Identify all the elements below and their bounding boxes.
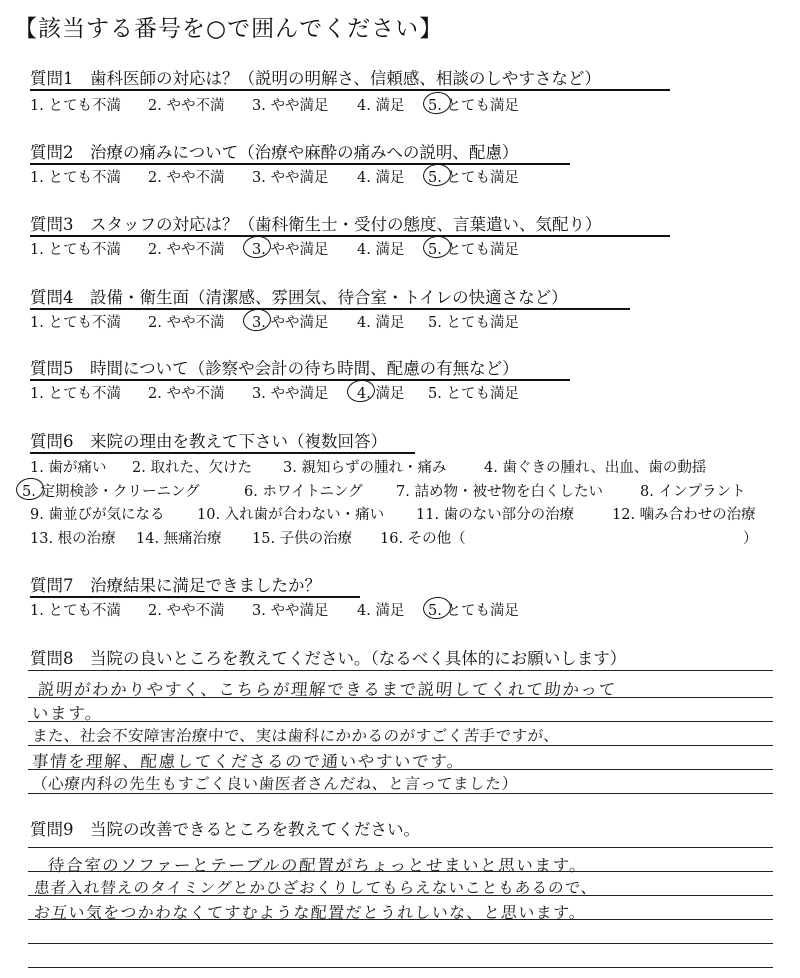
q7-option-5[interactable]: 5. とても満足 [428,603,519,619]
q5-option-5[interactable]: 5. とても満足 [428,386,519,402]
q1-option-1[interactable]: 1. とても不満 [30,98,121,114]
q2-option-4[interactable]: 4. 満足 [357,170,405,186]
q9-rule-1 [28,847,773,848]
q7-option-1[interactable]: 1. とても不満 [30,603,121,619]
q6-option-5[interactable]: 5. 定期検診・クリーニング [22,484,200,500]
q6-option-15[interactable]: 15. 子供の治療 [252,531,353,547]
q8-answer-line-2: います。 [31,704,104,723]
question-8-heading: 質問8 当院の良いところを教えてください。（なるべく具体的にお願いします） [30,649,627,668]
q2-option-3[interactable]: 3. やや満足 [252,170,329,186]
q1-option-3[interactable]: 3. やや満足 [252,98,329,114]
q8-answer-line-3: また、社会不安障害治療中で、実は歯科にかかるのがすごく苦手ですが、 [31,727,561,745]
q8-rule-3 [28,721,773,722]
q4-option-5[interactable]: 5. とても満足 [428,315,519,331]
q2-option-2[interactable]: 2. やや不満 [148,170,225,186]
question-2-underline [30,163,570,165]
q4-option-2[interactable]: 2. やや不満 [148,315,225,331]
q5-option-4[interactable]: 4. 満足 [357,386,405,402]
q3-option-2[interactable]: 2. やや不満 [148,242,225,258]
q6-option-8[interactable]: 8. インプラント [640,484,746,500]
q3-option-5[interactable]: 5. とても満足 [428,242,519,258]
question-1-underline [30,89,670,91]
question-2-heading: 質問2 治療の痛みについて（治療や麻酔の痛みへの説明、配慮） [30,143,519,162]
q8-answer-line-4: 事情を理解、配慮してくださるので通いやすいです。 [31,752,466,771]
q2-option-1[interactable]: 1. とても不満 [30,170,121,186]
question-9-heading: 質問9 当院の改善できるところを教えてください。 [30,820,420,839]
q1-option-4[interactable]: 4. 満足 [357,98,405,114]
question-7-heading: 質問7 治療結果に満足できましたか？ [30,576,321,595]
q9-rule-5 [28,943,773,944]
q6-option-1[interactable]: 1. 歯が痛い [30,460,107,476]
q8-rule-1 [28,670,773,671]
q7-option-2[interactable]: 2. やや不満 [148,603,225,619]
q6-option-7[interactable]: 7. 詰め物・被せ物を白くしたい [396,484,603,500]
question-1-heading: 質問1 歯科医師の対応は？（説明の明解さ、信頼感、相談のしやすさなど） [30,69,601,88]
q7-option-3[interactable]: 3. やや満足 [252,603,329,619]
q1-option-5[interactable]: 5. とても満足 [428,98,519,114]
q8-answer-line-1: 説明がわかりやすく、こちらが理解できるまで説明してくれて助かって [37,680,618,699]
q3-option-3[interactable]: 3. やや満足 [252,242,329,258]
q6-option-10[interactable]: 10. 入れ歯が合わない・痛い [197,507,385,523]
q4-option-4[interactable]: 4. 満足 [357,315,405,331]
q6-option-13[interactable]: 13. 根の治療 [30,531,116,547]
q3-option-4[interactable]: 4. 満足 [357,242,405,258]
q9-answer-line-3: お互い気をつかわなくてすむような配置だとうれしいな、と思います。 [33,903,587,922]
q6-option-6[interactable]: 6. ホワイトニング [244,484,363,500]
q1-option-2[interactable]: 2. やや不満 [148,98,225,114]
q5-option-2[interactable]: 2. やや不満 [148,386,225,402]
q8-answer-line-5: （心療内科の先生もすごく良い歯医者さんだね、と言ってました） [31,775,519,793]
question-5-heading: 質問5 時間について（診察や会計の待ち時間、配慮の有無など） [30,359,519,378]
q6-option-3[interactable]: 3. 親知らずの腫れ・痛み [283,460,447,476]
q6-option-4[interactable]: 4. 歯ぐきの腫れ、出血、歯の動揺 [484,460,707,476]
question-5-underline [30,379,570,381]
q6-option-12[interactable]: 12. 噛み合わせの治療 [612,507,756,523]
q6-option-14[interactable]: 14. 無痛治療 [136,531,222,547]
q9-answer-line-1: 待合室のソファーとテーブルの配置がちょっとせまいと思います。 [47,856,589,875]
q4-option-1[interactable]: 1. とても不満 [30,315,121,331]
question-4-underline [30,308,630,310]
question-6-underline [30,452,415,454]
question-4-heading: 質問4 設備・衛生面（清潔感、雰囲気、待合室・トイレの快適さなど） [30,288,568,307]
q6-option-9[interactable]: 9. 歯並びが気になる [30,507,165,523]
q7-option-4[interactable]: 4. 満足 [357,603,405,619]
question-3-heading: 質問3 スタッフの対応は？（歯科衛生士・受付の態度、言葉遣い、気配り） [30,215,602,234]
q6-option-16[interactable]: 16. その他（ [380,531,466,547]
question-3-underline [30,235,670,237]
page-title: 【該当する番号を○で囲んでください】 [14,16,444,42]
q6-other-close-paren: ） [743,531,758,547]
question-6-heading: 質問6 来院の理由を教えて下さい（複数回答） [30,432,387,451]
q6-option-2[interactable]: 2. 取れた、欠けた [132,460,252,476]
question-7-underline [30,596,360,598]
q9-answer-line-2: 患者入れ替えのタイミングとかひざおくりしてもらえないこともあるので、 [33,879,599,897]
q2-option-5[interactable]: 5. とても満足 [428,170,519,186]
q5-option-3[interactable]: 3. やや満足 [252,386,329,402]
q9-rule-6 [28,967,773,968]
q3-option-1[interactable]: 1. とても不満 [30,242,121,258]
q4-option-3[interactable]: 3. やや満足 [252,315,329,331]
q6-option-11[interactable]: 11. 歯のない部分の治療 [416,507,575,523]
q5-option-1[interactable]: 1. とても不満 [30,386,121,402]
